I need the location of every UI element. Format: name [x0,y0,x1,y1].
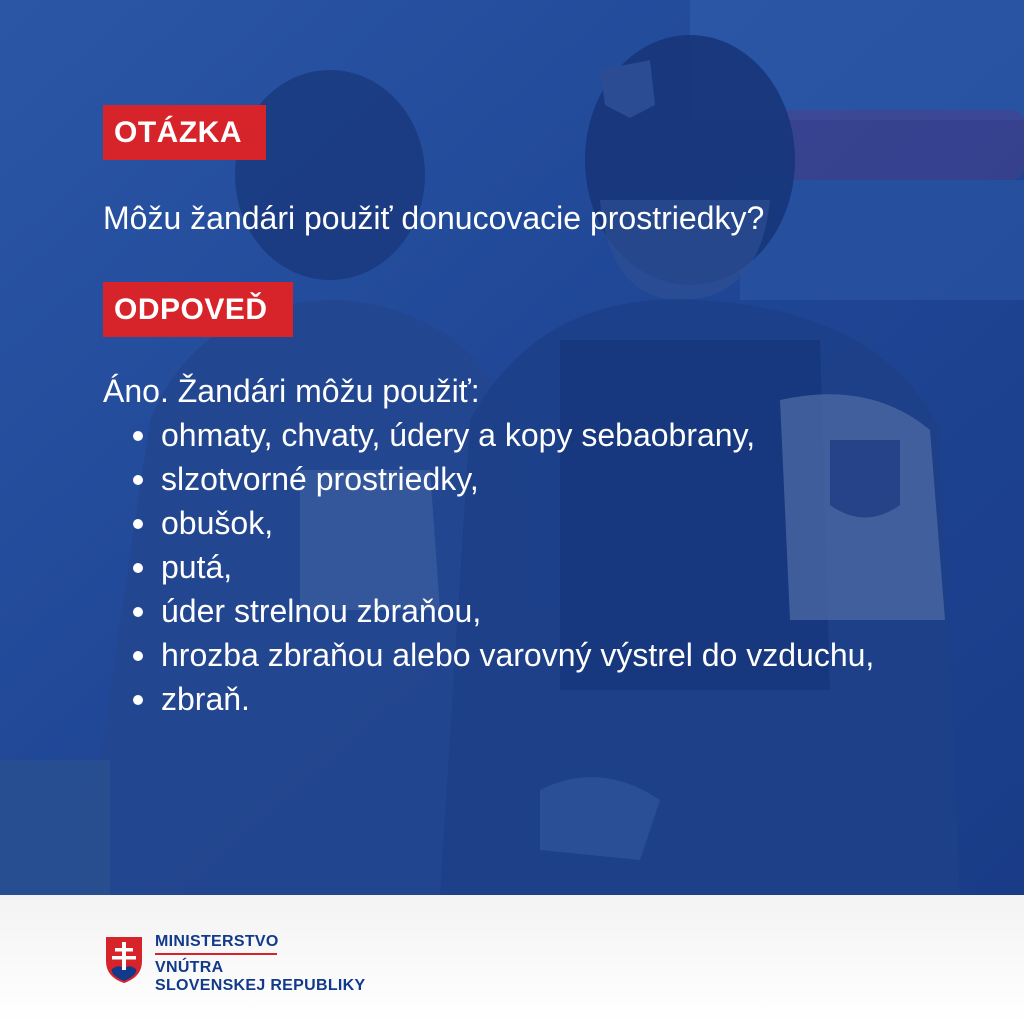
answer-intro: Áno. Žandári môžu použiť: [103,373,480,409]
list-item: ohmaty, chvaty, údery a kopy sebaobrany, [133,413,933,457]
list-item: slzotvorné prostriedky, [133,457,933,501]
answer-tag: ODPOVEĎ [103,282,293,337]
list-item: obušok, [133,501,933,545]
question-tag: OTÁZKA [103,105,266,160]
list-item: úder strelnou zbraňou, [133,589,933,633]
footer [0,895,1024,1024]
list-item: hrozba zbraňou alebo varovný výstrel do vzduchu, [133,633,933,677]
ministry-name-line-3: SLOVENSKEJ REPUBLIKY [155,977,366,994]
question-text: Môžu žandári použiť donucovacie prostriedky? [103,200,765,236]
ministry-name-line-2: VNÚTRA [155,959,224,976]
slovak-coat-of-arms-icon [104,935,144,985]
list-item: putá, [133,545,933,589]
ministry-name-line-1: MINISTERSTVO [155,933,279,950]
ministry-divider [155,953,277,955]
list-item: zbraň. [133,677,933,721]
answer-list [133,413,933,721]
